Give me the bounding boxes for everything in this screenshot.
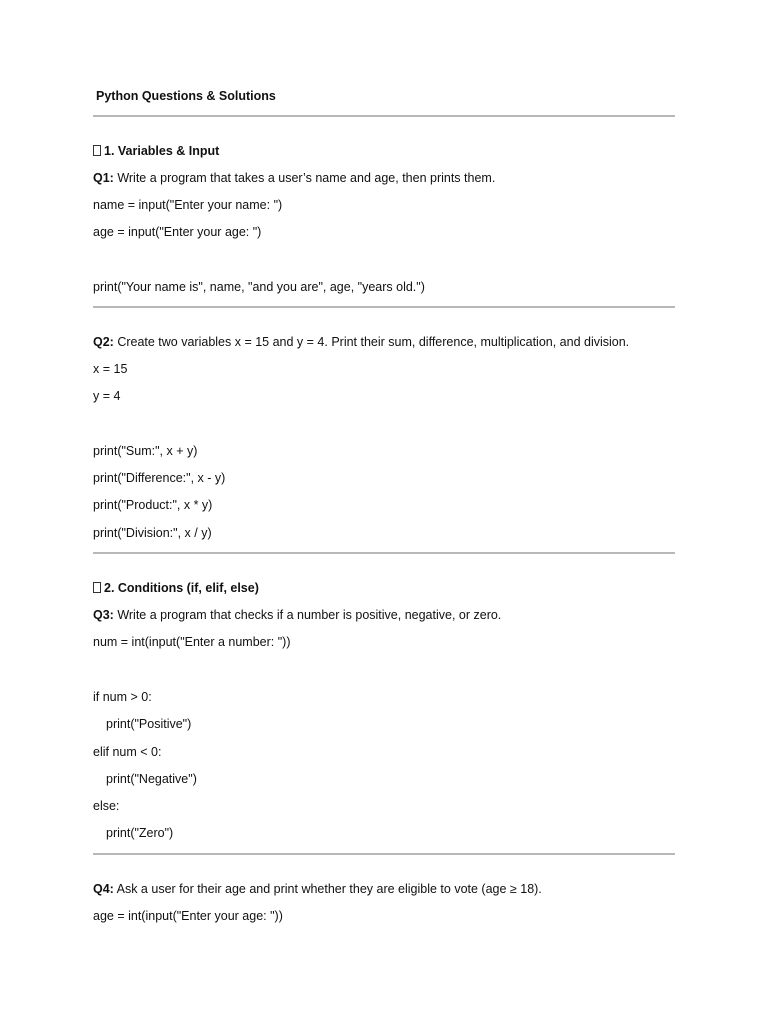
code-line: else: — [93, 799, 120, 813]
question-text: Write a program that takes a user’s name and age, then prints them. — [113, 171, 496, 185]
section-heading-text: 1. Variables & Input — [104, 144, 220, 158]
divider — [93, 552, 675, 554]
code-line: age = int(input("Enter your age: ")) — [93, 909, 283, 923]
question-label: Q1: — [93, 171, 114, 185]
question-q4 — [93, 881, 542, 897]
section-heading-variables — [93, 143, 219, 159]
question-text: Write a program that checks if a number is positive, negative, or zero. — [113, 608, 502, 622]
code-line: elif num < 0: — [93, 745, 162, 759]
code-line: print("Positive") — [106, 717, 192, 731]
question-q3 — [93, 607, 501, 623]
question-label: Q3: — [93, 608, 114, 622]
question-text: Create two variables x = 15 and y = 4. Print their sum, difference, multiplication, and division. — [113, 335, 630, 349]
page-title: Python Questions & Solutions — [96, 89, 276, 103]
code-line: print("Zero") — [106, 826, 174, 840]
section-heading-conditions — [93, 580, 259, 596]
divider — [93, 306, 675, 308]
divider — [93, 115, 675, 117]
code-line: age = input("Enter your age: ") — [93, 225, 262, 239]
code-line: print("Product:", x * y) — [93, 498, 213, 512]
question-label: Q2: — [93, 335, 114, 349]
code-line: print("Difference:", x - y) — [93, 471, 226, 485]
code-line: print("Division:", x / y) — [93, 526, 212, 540]
code-line: name = input("Enter your name: ") — [93, 198, 283, 212]
code-line: num = int(input("Enter a number: ")) — [93, 635, 291, 649]
missing-glyph-icon — [93, 582, 101, 593]
code-line: print("Negative") — [106, 772, 197, 786]
divider — [93, 853, 675, 855]
question-q2 — [93, 334, 629, 350]
code-line: y = 4 — [93, 389, 121, 403]
code-line: if num > 0: — [93, 690, 152, 704]
missing-glyph-icon — [93, 145, 101, 156]
question-text: Ask a user for their age and print whether they are eligible to vote (age ≥ 18). — [113, 882, 542, 896]
question-label: Q4: — [93, 882, 114, 896]
question-q1 — [93, 170, 495, 186]
code-line: print("Sum:", x + y) — [93, 444, 198, 458]
section-heading-text: 2. Conditions (if, elif, else) — [104, 581, 259, 595]
code-line: print("Your name is", name, "and you are", age, "years old.") — [93, 280, 425, 294]
code-line: x = 15 — [93, 362, 128, 376]
